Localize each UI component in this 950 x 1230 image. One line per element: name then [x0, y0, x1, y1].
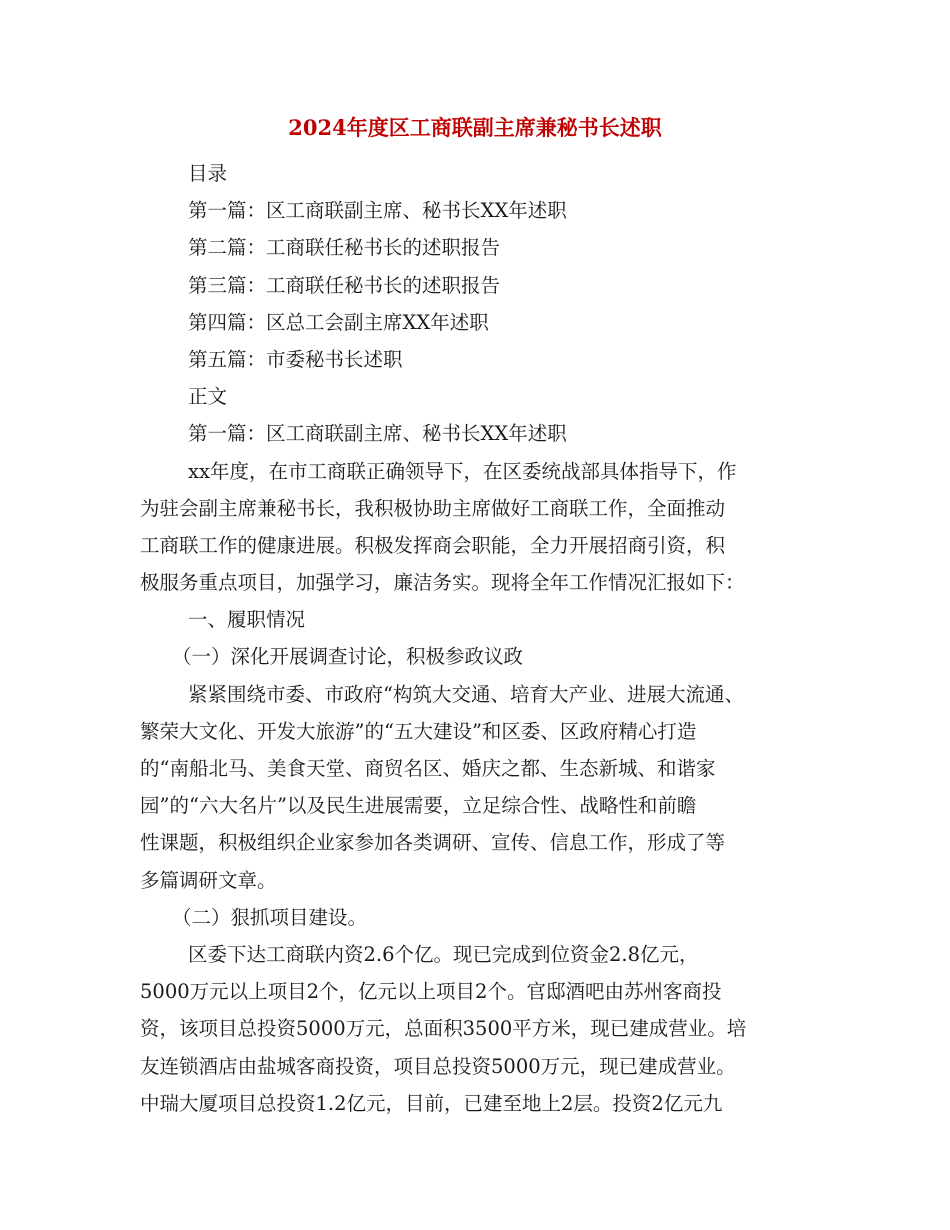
chapter-title: 第一篇：区工商联副主席、秘书长XX年述职 — [188, 422, 567, 446]
section-heading: 一、履职情况 — [188, 608, 306, 632]
paragraph-line: 的“南船北马、美食天堂、商贸名区、婚庆之都、生态新城、和谐家 — [140, 757, 716, 780]
paragraph-line: 资，该项目总投资5000万元，总面积3500平方米，现已建成营业。培 — [140, 1017, 747, 1041]
toc-item: 第二篇：工商联任秘书长的述职报告 — [188, 236, 501, 260]
paragraph-line: 为驻会副主席兼秘书长，我积极协助主席做好工商联工作，全面推动 — [140, 496, 726, 520]
toc-item: 第三篇：工商联任秘书长的述职报告 — [188, 273, 501, 297]
paragraph-line: 极服务重点项目，加强学习，廉洁务实。现将全年工作情况汇报如下： — [140, 571, 745, 595]
paragraph-line: 繁荣大文化、开发大旅游”的“五大建设”和区委、区政府精心打造 — [140, 719, 697, 743]
document-body — [140, 155, 812, 1122]
paragraph-line: 多篇调研文章。 — [140, 868, 277, 892]
toc-item: 第四篇：区总工会副主席XX年述职 — [188, 310, 489, 334]
paragraph-line: 友连锁酒店由盐城客商投资，项目总投资5000万元，现已建成营业。 — [140, 1054, 736, 1078]
paragraph-line: 工商联工作的健康进展。积极发挥商会职能，全力开展招商引资，积 — [140, 533, 726, 557]
document-title: 2024年度区工商联副主席兼秘书长述职 — [288, 115, 662, 140]
paragraph-line: 性课题，积极组织企业家参加各类调研、宣传、信息工作，形成了等 — [140, 831, 726, 855]
paragraph-line: 园”的“六大名片”以及民生进展需要，立足综合性、战略性和前瞻 — [140, 794, 697, 818]
paragraph-line: 5000万元以上项目2个，亿元以上项目2个。官邸酒吧由苏州客商投 — [140, 980, 722, 1004]
toc-item: 第一篇：区工商联副主席、秘书长XX年述职 — [188, 199, 567, 223]
paragraph-line: 紧紧围绕市委、市政府“构筑大交通、培育大产业、进展大流通、 — [188, 682, 744, 706]
subsection-heading: （二）狠抓项目建设。 — [172, 905, 368, 929]
body-heading: 正文 — [188, 385, 228, 409]
paragraph-line: 中瑞大厦项目总投资1.2亿元，目前，已建至地上2层。投资2亿元九 — [140, 1091, 723, 1115]
subsection-heading: （一）深化开展调查讨论，积极参政议政 — [172, 645, 524, 669]
paragraph-line: xx年度，在市工商联正确领导下，在区委统战部具体指导下，作 — [188, 459, 737, 483]
paragraph-line: 区委下达工商联内资2.6个亿。现已完成到位资金2.8亿元， — [188, 942, 699, 966]
toc-heading: 目录 — [188, 162, 228, 185]
toc-item: 第五篇：市委秘书长述职 — [188, 347, 403, 371]
